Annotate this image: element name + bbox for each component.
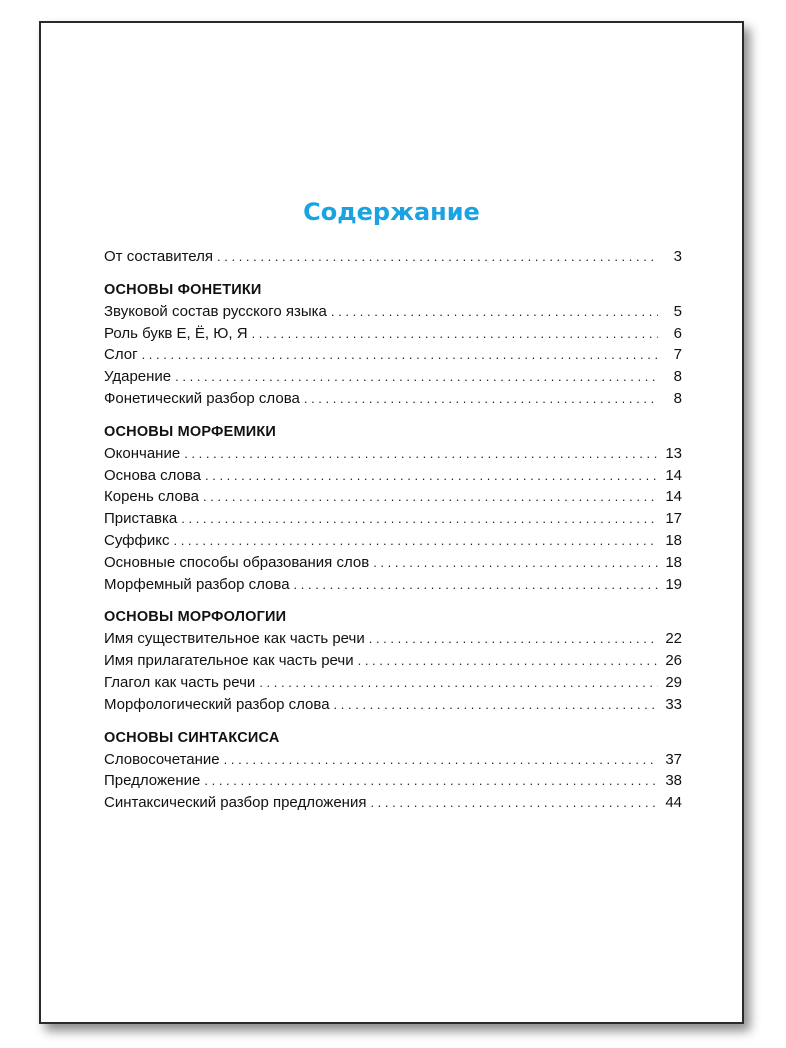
- toc-entry[interactable]: [104, 465, 682, 487]
- toc-entry-label: Ударение: [104, 368, 172, 386]
- toc-entry[interactable]: [104, 650, 682, 672]
- toc-entry[interactable]: [104, 443, 682, 465]
- dot-leader: [331, 301, 658, 323]
- toc-entry[interactable]: [104, 301, 682, 323]
- toc-entry-label: Роль букв Е, Ё, Ю, Я: [104, 324, 248, 342]
- toc-page-number: 19: [665, 575, 682, 593]
- dot-leader: [252, 323, 658, 345]
- table-of-contents: [104, 246, 682, 814]
- section-heading-phonetics: ОСНОВЫ ФОНЕТИКИ: [104, 281, 262, 298]
- toc-entry-label: От составителя: [104, 248, 214, 265]
- section-heading-morphemics: ОСНОВЫ МОРФЕМИКИ: [104, 423, 277, 440]
- toc-entry-label: Имя прилагательное как часть речи: [104, 652, 354, 670]
- toc-page-number: 7: [673, 346, 682, 364]
- toc-entry-label: Основные способы образования слов: [104, 553, 370, 571]
- toc-entry-label: Суффикс: [104, 531, 170, 549]
- toc-page-number: 5: [673, 302, 682, 320]
- toc-entry[interactable]: [104, 574, 682, 596]
- toc-entry-label: Приставка: [104, 510, 178, 528]
- toc-entry[interactable]: [104, 694, 682, 716]
- dot-leader: [259, 672, 658, 694]
- toc-page-number: 18: [665, 531, 682, 549]
- dot-leader: [294, 574, 658, 596]
- toc-page-number: 14: [665, 466, 682, 484]
- dot-leader: [204, 770, 658, 792]
- toc-page-number: 8: [673, 389, 682, 407]
- toc-page-number: 3: [673, 248, 682, 265]
- dot-leader: [142, 344, 658, 366]
- toc-entry[interactable]: [104, 552, 682, 574]
- toc-entry[interactable]: [104, 388, 682, 410]
- toc-page-number: 17: [665, 510, 682, 528]
- dot-leader: [373, 552, 658, 574]
- toc-entry-label: Морфемный разбор слова: [104, 575, 290, 593]
- toc-page-number: 8: [673, 368, 682, 386]
- toc-entry-label: Морфологический разбор слова: [104, 695, 330, 713]
- toc-entry-label: Основа слова: [104, 466, 202, 484]
- toc-page-number: 38: [665, 772, 682, 790]
- toc-entry[interactable]: [104, 366, 682, 388]
- document-page: [39, 21, 744, 1024]
- page-title: Содержание: [303, 198, 480, 226]
- dot-leader: [175, 366, 658, 388]
- dot-leader: [181, 508, 658, 530]
- dot-leader: [173, 530, 658, 552]
- toc-page-number: 37: [665, 750, 682, 768]
- toc-entry[interactable]: [104, 672, 682, 694]
- toc-entry[interactable]: [104, 508, 682, 530]
- dot-leader: [217, 246, 658, 268]
- dot-leader: [205, 465, 658, 487]
- toc-entry[interactable]: [104, 770, 682, 792]
- toc-entry[interactable]: [104, 323, 682, 345]
- toc-entry-label: Слог: [104, 346, 138, 364]
- toc-entry[interactable]: [104, 530, 682, 552]
- toc-page-number: 33: [665, 695, 682, 713]
- toc-entry-label: Словосочетание: [104, 750, 220, 768]
- section-heading-morphology: ОСНОВЫ МОРФОЛОГИИ: [104, 609, 287, 626]
- toc-entry[interactable]: [104, 344, 682, 366]
- dot-leader: [370, 792, 658, 814]
- toc-page-number: 6: [673, 324, 682, 342]
- dot-leader: [369, 628, 658, 650]
- toc-entry-label: Глагол как часть речи: [104, 673, 256, 691]
- toc-page-number: 44: [665, 794, 682, 812]
- toc-entry-label: Предложение: [104, 772, 201, 790]
- toc-page-number: 26: [665, 652, 682, 670]
- toc-entry-label: Имя существительное как часть речи: [104, 630, 365, 648]
- section-heading-syntax: ОСНОВЫ СИНТАКСИСА: [104, 729, 280, 746]
- dot-leader: [304, 388, 658, 410]
- toc-page-number: 29: [665, 673, 682, 691]
- dot-leader: [203, 486, 658, 508]
- toc-entry[interactable]: [104, 486, 682, 508]
- dot-leader: [358, 650, 658, 672]
- toc-page-number: 22: [665, 630, 682, 648]
- toc-entry[interactable]: [104, 628, 682, 650]
- toc-entry-label: Корень слова: [104, 488, 199, 506]
- toc-entry-label: Окончание: [104, 444, 181, 462]
- toc-entry-label: Фонетический разбор слова: [104, 389, 300, 407]
- toc-entry-label: Звуковой состав русского языка: [104, 302, 327, 320]
- toc-page-number: 14: [665, 488, 682, 506]
- dot-leader: [334, 694, 658, 716]
- toc-entry[interactable]: [104, 749, 682, 771]
- toc-entry-intro[interactable]: [104, 246, 682, 268]
- toc-entry[interactable]: [104, 792, 682, 814]
- toc-page-number: 13: [665, 444, 682, 462]
- toc-page-number: 18: [665, 553, 682, 571]
- dot-leader: [224, 749, 658, 771]
- dot-leader: [184, 443, 658, 465]
- toc-entry-label: Синтаксический разбор предложения: [104, 794, 367, 812]
